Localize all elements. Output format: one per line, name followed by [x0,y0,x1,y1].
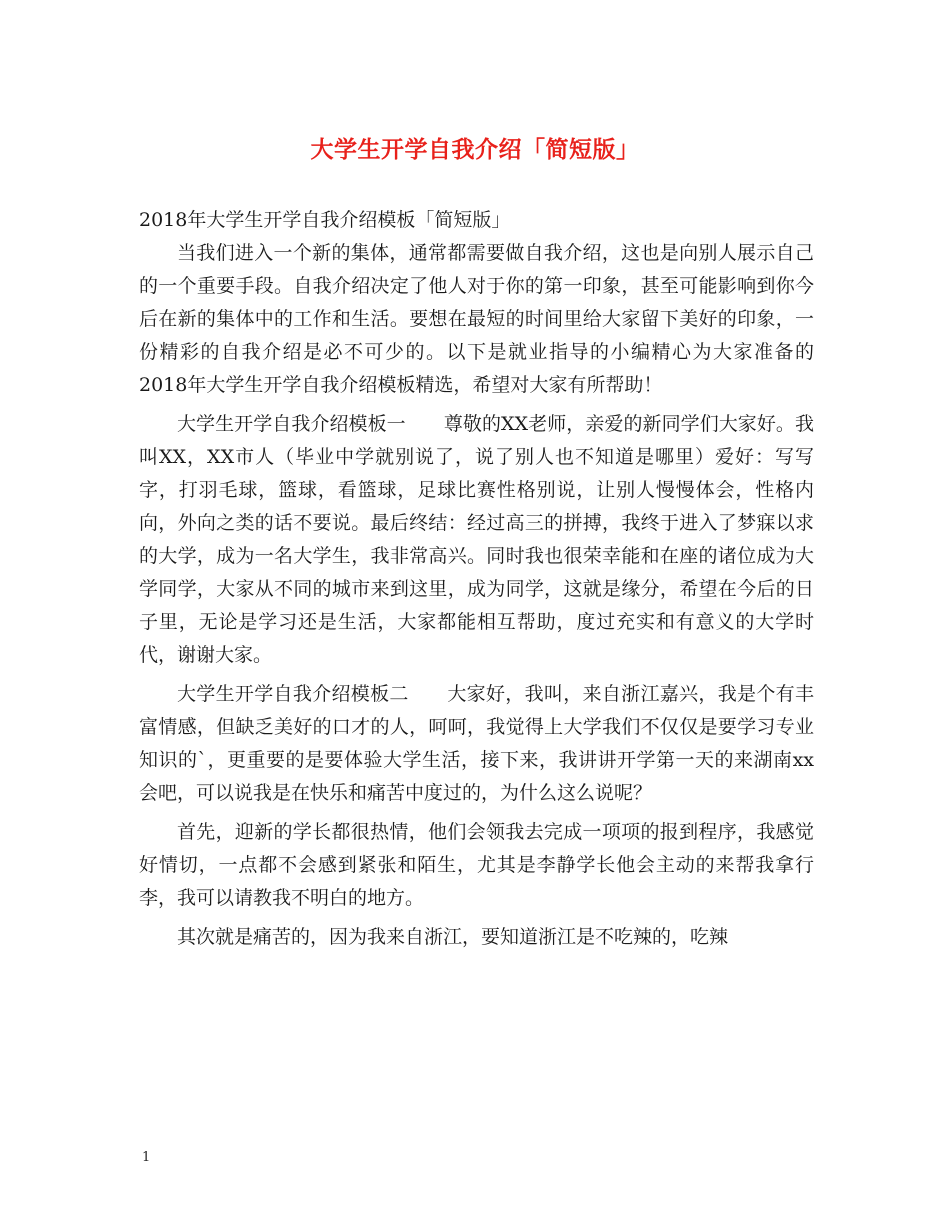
document-title: 大学生开学自我介绍「简短版」 [310,136,640,163]
document-body [139,204,814,954]
document-subtitle: 2018年大学生开学自我介绍模板「简短版」 [139,209,511,231]
paragraph-template-one: 大学生开学自我介绍模板一 尊敬的XX老师，亲爱的新同学们大家好。我叫XX，XX市人（毕业中学就别说了，说了别人也不知道是哪里）爱好：写写字，打羽毛球，篮球，看篮球，足球比赛性格别说，让别人慢慢体会，性格内向，外向之类的话不要说。最后终结：经过高三的拼搏，我终于进入了梦寐以求的大学，成为一名大学生，我非常高兴。同时我也很荣幸能和在座的诸位成为大学同学，大家从不同的城市来到这里，成为同学，这就是缘分，希望在今后的日子里，无论是学习还是生活，大家都能相互帮助，度过充实和有意义的大学时代，谢谢大家。 [139,413,814,666]
paragraph-first-day-happy: 首先，迎新的学长都很热情，他们会领我去完成一项项的报到程序，我感觉好情切，一点都不会感到紧张和陌生，尤其是李静学长他会主动的来帮我拿行李，我可以请教我不明白的地方。 [139,821,814,909]
paragraph-first-day-painful: 其次就是痛苦的，因为我来自浙江，要知道浙江是不吃辣的，吃辣 [177,926,729,948]
paragraph-template-two: 大学生开学自我介绍模板二 大家好，我叫，来自浙江嘉兴，我是个有丰富情感，但缺乏美好的口才的人，呵呵，我觉得上大学我们不仅仅是要学习专业知识的`，更重要的是要体验大学生活，接下来，我讲讲开学第一天的来湖南xx会吧，可以说我是在快乐和痛苦中度过的，为什么这么说呢？ [139,683,814,804]
paragraph-intro: 当我们进入一个新的集体，通常都需要做自我介绍，这也是向别人展示自己的一个重要手段。自我介绍决定了他人对于你的第一印象，甚至可能影响到你今后在新的集体中的工作和生活。要想在最短的时间里给大家留下美好的印象，一份精彩的自我介绍是必不可少的。以下是就业指导的小编精心为大家准备的2018年大学生开学自我介绍模板精选，希望对大家有所帮助！ [139,242,814,396]
page-number: 1 [142,1150,151,1165]
